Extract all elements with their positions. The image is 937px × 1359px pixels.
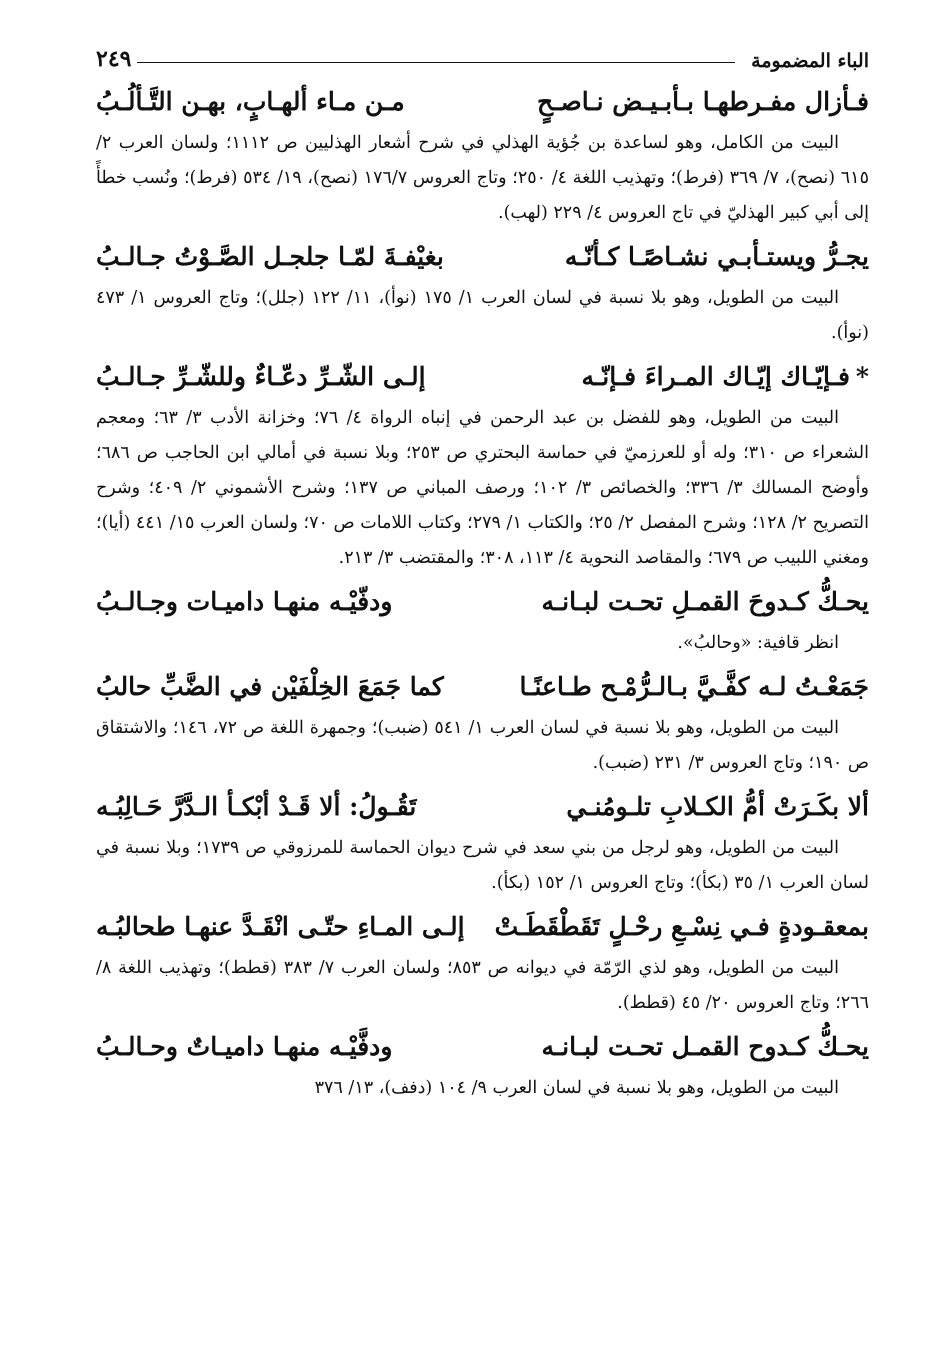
commentary-line: ١٧٣٩؛ وبلا نسبة في لسان العرب ١/ ٣٥ (بكأ)؛ وتاج العروس ١/ ١٥٢ (بكأ). [96,838,869,893]
verse-second-hemistich: مـن مـاء ألهـابٍ، بهـن التَّـألُـبُ [96,87,405,116]
commentary-line: البيت من الكامل، وهو لساعدة بن جُؤية الهذلي في شرح أشعار الهذليين ص ١١١٢؛ [225,133,839,153]
commentary-line: البيت من الطويل، وهو بلا نسبة في لسان العرب ١/ ٥٤١ (ضبب)؛ وجمهرة اللغة [270,718,839,738]
verse-entries [96,80,869,1106]
verse-entry [96,905,869,1021]
verse-sadr-text: فـإيّـاك إيّـاك المـراءَ فـإنّـه [581,362,850,391]
commentary-line: ورصف المباني ص ١٣٧؛ وشرح الأشموني ٢/ ٤٠٩؛ وشرح التصريح ٢/ ١٢٨؛ وشرح [96,478,869,533]
verse-entry [96,355,869,576]
verse-commentary [96,401,869,576]
commentary-line: (قطط)؛ وتهذيب اللغة ٨/ ٢٦٦؛ وتاج العروس ٢٠/ ٤٥ (قطط). [96,958,869,1013]
verse-commentary [96,951,869,1021]
verse-first-hemistich [495,905,869,949]
commentary-line: (أيا)؛ ومغني اللبيب ص ٦٧٩؛ والمقاصد النحوية ٤/ ١١٣، ٣٠٨؛ والمقتضب ٣/ ٢١٣. [96,513,869,568]
verse-second-hemistich: بغيْفـةَ لمّـا جلجـل الصَّـوْتُ جـالـبُ [96,242,444,271]
commentary-line: ٤/ ٢٢٩ (لهب). [498,203,603,223]
verse-first-hemistich [520,665,869,709]
verse-second-hemistich: إلـى المـاءِ حتّـى انْقَـدَّ عنهـا طحالبُـه [96,912,465,941]
verse-sadr-text: فـأزال مفـرطهـا بـأبـيـض نـاصـحٍ [537,87,869,116]
verse-entry [96,235,869,351]
verse-commentary [96,1071,869,1106]
verse-commentary [96,831,869,901]
verse-first-hemistich [565,235,869,279]
asterisk-icon: * [855,362,869,391]
verse-entry [96,1025,869,1106]
verse-second-hemistich: كما جَمَعَ الخِلْفَيْن في الضَّبِّ حالبُ [96,672,444,701]
commentary-line: ١٧٦/٧ (نصح)، ١٩/ ٥٣٤ (فرط)؛ ونُسب خطأً إلى أبي كبير الهذليّ في تاج العروس [96,168,869,223]
verse-first-hemistich [582,355,869,399]
verse-first-hemistich [537,80,869,124]
commentary-line: نسبة في أمالي ابن الحاجب ص ٦٨٦؛ وأوضح المسالك ٣/ ٣٣٦؛ والخصائص ٣/ ١٠٢؛ [96,443,869,498]
commentary-line: ص ٧٢، ١٤٦؛ والاشتقاق ص ١٩٠؛ وتاج العروس ٣/ ٢٣١ (ضبب). [96,718,869,773]
commentary-line: ولسان العرب ٢/ ٦١٥ (نصح)، ٧/ ٣٦٩ (فرط)؛ وتهذيب اللغة ٤/ ٢٥٠؛ وتاج العروس [96,133,869,188]
verse-commentary [96,281,869,351]
verse-second-hemistich: ودفَّيْـه منهـا داميـاتٌ وحـالـبُ [96,1032,393,1061]
verse-line [96,355,869,401]
commentary-line: ٣/ ٦٣؛ ومعجم الشعراء ص ٣١٠؛ وله أو للعرزميّ في حماسة البحتري ص ٢٥٣؛ وبلا [96,408,869,463]
verse-line [96,665,869,711]
verse-line [96,1025,869,1071]
verse-commentary [96,711,869,781]
verse-sadr-text: جَمَعْـتُ لـه كفَّـيَّ بـالـرُّمْـح طـاعنًـا [519,672,869,701]
commentary-line: البيت من الطويل، وهو لرجل من بني سعد في شرح ديوان الحماسة للمرزوقي ص [245,838,839,858]
verse-line [96,785,869,831]
verse-sadr-text: يحـكُّ كـدوح القمـل تحـت لبـانـه [541,1032,869,1061]
running-title: الباء المضمومة [751,50,869,72]
verse-sadr-text: بمعقـودةٍ فـي نِسْـعِ رحْـلٍ تَقَطْقَطَـتْ [494,912,869,941]
commentary-line: البيت من الطويل، وهو للفضل بن عبد الرحمن في إنباه الرواة ٤/ ٧٦؛ وخزانة الأدب [209,408,839,428]
verse-commentary [96,626,869,661]
commentary-line: البيت من الطويل، وهو لذي الرّمّة في ديوانه ص ٨٥٣؛ ولسان العرب ٧/ ٣٨٣ [283,958,839,978]
verse-line [96,80,869,126]
header-rule [137,62,735,63]
commentary-line: انظر قافية: «وحالبُ». [677,633,839,653]
commentary-line: المفصل ٢/ ٢٥؛ والكتاب ١/ ٢٧٩؛ وكتاب اللامات ص ٧٠؛ ولسان العرب ١٥/ ٤٤١ [135,513,697,533]
verse-entry [96,580,869,661]
commentary-line: البيت من الطويل، وهو بلا نسبة في لسان العرب ٩/ ١٠٤ (دفف)، ١٣/ ٣٧٦ [314,1078,839,1098]
verse-sadr-text: يجـرُّ ويستـأبـي نشـاصًـا كـأنّـه [564,242,869,271]
verse-first-hemistich [566,785,869,829]
verse-sadr-text: ألا بكَـرَتْ أمُّ الكـلابِ تلـومُنـي [566,792,869,821]
verse-second-hemistich: تَقُـولُ: ألا قَـدْ أبْكـأ الـدَّرَّ حَـالِبُـه [96,792,417,821]
verse-second-hemistich: إلـى الشّـرِّ دعّـاءٌ وللشّـرِّ جـالـبُ [96,362,426,391]
verse-sadr-text: يحـكُّ كـدوحَ القمـلِ تحـت لبـانـه [541,587,869,616]
verse-second-hemistich: ودفّيْـه منهـا داميـات وجـالـبُ [96,587,393,616]
verse-line [96,235,869,281]
verse-entry [96,80,869,231]
verse-entry [96,785,869,901]
running-head [96,34,869,72]
verse-line [96,580,869,626]
verse-entry [96,665,869,781]
verse-first-hemistich [541,580,869,624]
verse-line [96,905,869,951]
verse-commentary [96,126,869,231]
commentary-line: وتاج العروس ١/ ٤٧٣ (نوأ). [96,288,869,343]
page-number: ٢٤٩ [96,46,132,72]
commentary-line: البيت من الطويل، وهو بلا نسبة في لسان العرب ١/ ١٧٥ (نوأ)، ١١/ ١٢٢ (جلل)؛ [255,288,839,308]
verse-first-hemistich [541,1025,869,1069]
